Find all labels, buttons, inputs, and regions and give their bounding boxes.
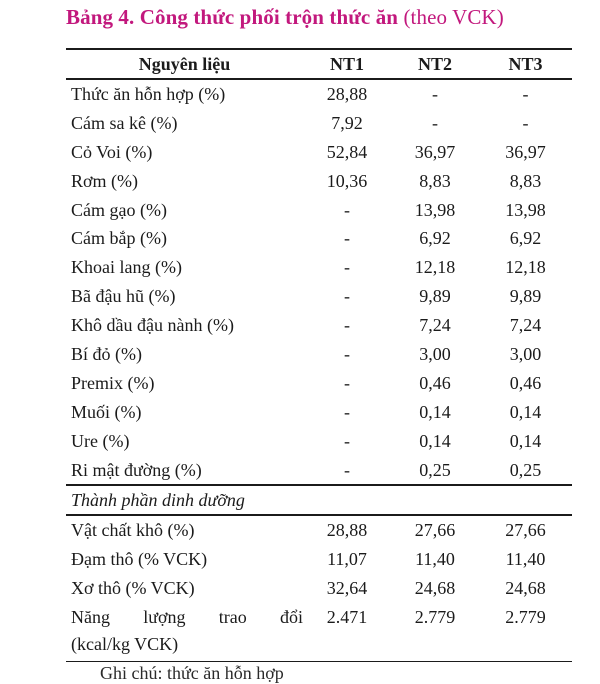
cell-value: 32,64	[326, 578, 368, 599]
column-header-ingredients: Nguyên liệu	[138, 53, 231, 74]
cell-value: 24,68	[414, 578, 456, 599]
cell-value: 9,89	[419, 286, 451, 307]
table-row	[66, 427, 572, 456]
cell-value: 13,98	[414, 199, 456, 220]
row-label: Rơm (%)	[71, 170, 139, 191]
cell-value: 0,14	[419, 430, 451, 451]
cell-value: 8,83	[509, 170, 542, 191]
cell-value: 0,14	[509, 401, 542, 422]
nutrition-section	[66, 515, 572, 661]
cell-value: 0,46	[509, 372, 542, 393]
column-header-nt3: NT3	[508, 53, 543, 74]
cell-value: -	[344, 286, 350, 307]
cell-value: 36,97	[414, 141, 456, 162]
row-label: Vật chất khô (%)	[71, 520, 195, 541]
cell-value: 9,89	[509, 286, 542, 307]
table-row	[66, 311, 572, 340]
cell-value: 3,00	[419, 343, 451, 364]
table-row	[66, 574, 572, 603]
section-header-row	[66, 485, 572, 515]
table-row	[66, 196, 572, 225]
cell-value: -	[522, 112, 529, 133]
row-label: Muối (%)	[71, 401, 142, 422]
row-label: Ri mật đường (%)	[71, 459, 202, 480]
nutrition-section-header	[66, 485, 572, 515]
row-label: Thức ăn hỗn hợp (%)	[71, 83, 226, 104]
footnote-clipped: Ghi chú: thức ăn hỗn hợp	[100, 663, 284, 683]
cell-value: 6,92	[419, 228, 451, 249]
cell-value: 36,97	[505, 141, 546, 162]
cell-value: 7,24	[419, 315, 451, 336]
cell-value: -	[344, 401, 350, 422]
cell-value: 12,18	[505, 257, 546, 278]
table-row	[66, 456, 572, 486]
cell-value: 52,84	[326, 141, 368, 162]
row-label: Khoai lang (%)	[71, 257, 182, 278]
cell-value: 27,66	[414, 520, 456, 541]
row-label: Cám bắp (%)	[71, 228, 167, 249]
cell-value: 2.471	[326, 607, 368, 628]
cell-value: 3,00	[509, 343, 542, 364]
cell-value: 0,46	[419, 372, 451, 393]
cell-value: 11,40	[505, 549, 546, 570]
cell-value: 27,66	[505, 520, 546, 541]
cell-value: -	[344, 459, 350, 480]
cell-value: 0,25	[419, 459, 451, 480]
feed-formula-table	[66, 48, 572, 662]
cell-value: -	[522, 83, 529, 104]
cell-value: -	[344, 228, 350, 249]
section-header-label: Thành phần dinh dưỡng	[71, 489, 245, 510]
ingredients-section	[66, 79, 572, 485]
table-row	[66, 369, 572, 398]
cell-value: 12,18	[414, 257, 456, 278]
row-label: Bã đậu hũ (%)	[71, 286, 176, 307]
row-label: Cỏ Voi (%)	[71, 141, 153, 162]
table-title-bold: Bảng 4. Công thức phối trộn thức ăn	[66, 5, 399, 29]
cell-value: -	[344, 343, 350, 364]
cell-value: 10,36	[326, 170, 368, 191]
row-label: Đạm thô (% VCK)	[71, 549, 208, 570]
cell-value: 8,83	[419, 170, 451, 191]
table-row	[66, 109, 572, 138]
row-label: Ure (%)	[71, 430, 130, 451]
table-row	[66, 515, 572, 545]
cell-value: 2.779	[414, 607, 456, 628]
cell-value: 0,14	[419, 401, 451, 422]
cell-value: 24,68	[505, 578, 546, 599]
cell-value: 11,07	[327, 549, 367, 570]
cell-value: -	[344, 372, 350, 393]
cell-value: 7,92	[331, 112, 363, 133]
table-row	[66, 398, 572, 427]
table-row	[66, 340, 572, 369]
table-header-row	[66, 49, 572, 79]
row-label	[66, 603, 303, 662]
table-row	[66, 79, 572, 109]
cell-value: -	[344, 430, 350, 451]
cell-value: 28,88	[326, 520, 368, 541]
row-label: Premix (%)	[71, 372, 155, 393]
table-row	[66, 545, 572, 574]
row-label: Cám gạo (%)	[71, 199, 167, 220]
table-row	[66, 253, 572, 282]
cell-value: 7,24	[509, 315, 542, 336]
table-row	[66, 282, 572, 311]
cell-value: -	[432, 83, 438, 104]
row-label-line2: (kcal/kg VCK)	[71, 634, 179, 655]
cell-value: 11,40	[415, 549, 455, 570]
cell-value: -	[432, 112, 438, 133]
cell-value: 6,92	[509, 228, 542, 249]
column-header-nt2: NT2	[417, 53, 452, 74]
cell-value: 28,88	[326, 83, 368, 104]
cell-value: -	[344, 199, 350, 220]
row-label: Bí đỏ (%)	[71, 343, 142, 364]
cell-value: -	[344, 257, 350, 278]
cell-value: 0,25	[509, 459, 542, 480]
cell-value: 13,98	[505, 199, 546, 220]
table-title	[66, 4, 586, 30]
cell-value: 0,14	[509, 430, 542, 451]
table-row	[66, 603, 572, 662]
row-label: Khô dầu đậu nành (%)	[71, 315, 234, 336]
row-label: Cám sa kê (%)	[71, 112, 178, 133]
row-label-line1: Năng lượng trao đổi	[71, 607, 303, 628]
row-label: Xơ thô (% VCK)	[71, 578, 195, 599]
cell-value: 2.779	[505, 607, 546, 628]
cell-value: -	[344, 315, 350, 336]
table-row	[66, 138, 572, 167]
table-row	[66, 224, 572, 253]
table-title-suffix: (theo VCK)	[398, 5, 504, 29]
table-row	[66, 167, 572, 196]
column-header-nt1: NT1	[329, 53, 364, 74]
